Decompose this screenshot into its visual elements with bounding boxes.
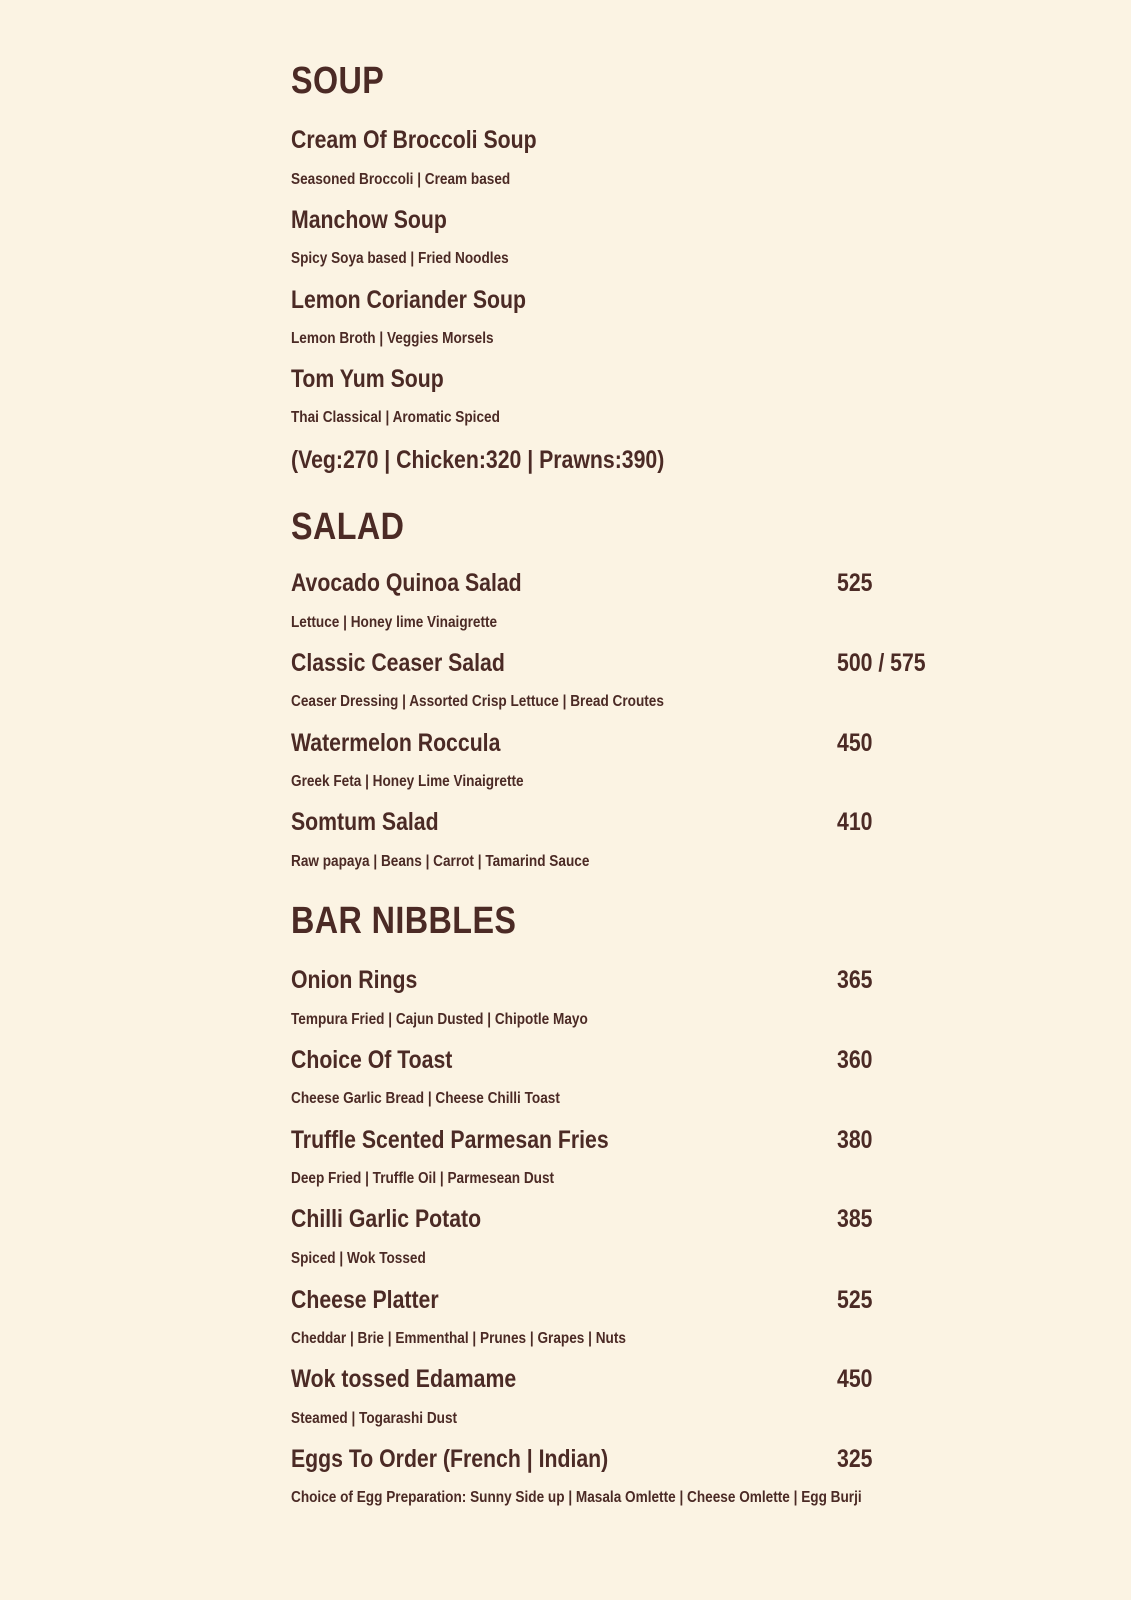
menu-item-name: Choice Of Toast bbox=[291, 1046, 453, 1074]
menu-item-price: 360 bbox=[837, 1046, 873, 1074]
menu-item-name: Classic Ceaser Salad bbox=[291, 649, 505, 677]
menu-page bbox=[291, 0, 1091, 1600]
menu-item-desc: Greek Feta | Honey Lime Vinaigrette bbox=[291, 773, 524, 790]
menu-item-name: Wok tossed Edamame bbox=[291, 1365, 517, 1393]
menu-item-name: Watermelon Roccula bbox=[291, 729, 501, 757]
menu-item-price: 410 bbox=[837, 808, 873, 836]
menu-item-price: 525 bbox=[837, 1286, 873, 1314]
menu-item-price: 385 bbox=[837, 1205, 873, 1233]
menu-item-price: 380 bbox=[837, 1126, 873, 1154]
menu-item-desc: Cheese Garlic Bread | Cheese Chilli Toast bbox=[291, 1090, 560, 1107]
menu-item-desc: Spicy Soya based | Fried Noodles bbox=[291, 250, 509, 267]
menu-item-desc: Spiced | Wok Tossed bbox=[291, 1250, 426, 1267]
menu-item-price: 450 bbox=[837, 1365, 873, 1393]
menu-item-price: 365 bbox=[837, 966, 873, 994]
section-title-soup: SOUP bbox=[291, 60, 385, 102]
menu-item-desc: Lemon Broth | Veggies Morsels bbox=[291, 330, 494, 347]
menu-item-name: Avocado Quinoa Salad bbox=[291, 569, 522, 597]
menu-item-desc: Tempura Fried | Cajun Dusted | Chipotle Mayo bbox=[291, 1011, 588, 1028]
menu-item-desc: Steamed | Togarashi Dust bbox=[291, 1410, 458, 1427]
menu-item-price: 525 bbox=[837, 569, 873, 597]
menu-item-name: Tom Yum Soup bbox=[291, 365, 444, 393]
menu-item-name: Onion Rings bbox=[291, 966, 418, 994]
menu-item-price: 325 bbox=[837, 1445, 873, 1473]
menu-item-name: Cheese Platter bbox=[291, 1286, 439, 1314]
menu-item-desc: Lettuce | Honey lime Vinaigrette bbox=[291, 614, 498, 631]
menu-item-name: Chilli Garlic Potato bbox=[291, 1205, 482, 1233]
menu-item-desc: Seasoned Broccoli | Cream based bbox=[291, 171, 511, 188]
menu-item-price: 450 bbox=[837, 729, 873, 757]
section-title-salad: SALAD bbox=[291, 506, 405, 548]
menu-item-desc: Raw papaya | Beans | Carrot | Tamarind Sauce bbox=[291, 853, 590, 870]
menu-item-desc: Ceaser Dressing | Assorted Crisp Lettuce | Bread Croutes bbox=[291, 693, 664, 710]
menu-item-desc: Deep Fried | Truffle Oil | Parmesean Dust bbox=[291, 1170, 555, 1187]
menu-item-name: Cream Of Broccoli Soup bbox=[291, 126, 537, 154]
menu-item-name: Lemon Coriander Soup bbox=[291, 286, 526, 314]
menu-item-desc: Choice of Egg Preparation: Sunny Side up | Masala Omlette | Cheese Omlette | Egg Burji bbox=[291, 1489, 862, 1506]
menu-item-name: Eggs To Order (French | Indian) bbox=[291, 1445, 609, 1473]
menu-item-desc: Cheddar | Brie | Emmenthal | Prunes | Grapes | Nuts bbox=[291, 1330, 626, 1347]
menu-item-desc: Thai Classical | Aromatic Spiced bbox=[291, 409, 500, 426]
menu-item-name: Somtum Salad bbox=[291, 808, 439, 836]
menu-item-price: 500 / 575 bbox=[837, 649, 926, 677]
menu-item-name: Truffle Scented Parmesan Fries bbox=[291, 1126, 609, 1154]
section-title-bar-nibbles: BAR NIBBLES bbox=[291, 900, 517, 942]
menu-item-name: Manchow Soup bbox=[291, 206, 447, 234]
soup-price-line: (Veg:270 | Chicken:320 | Prawns:390) bbox=[291, 446, 665, 474]
